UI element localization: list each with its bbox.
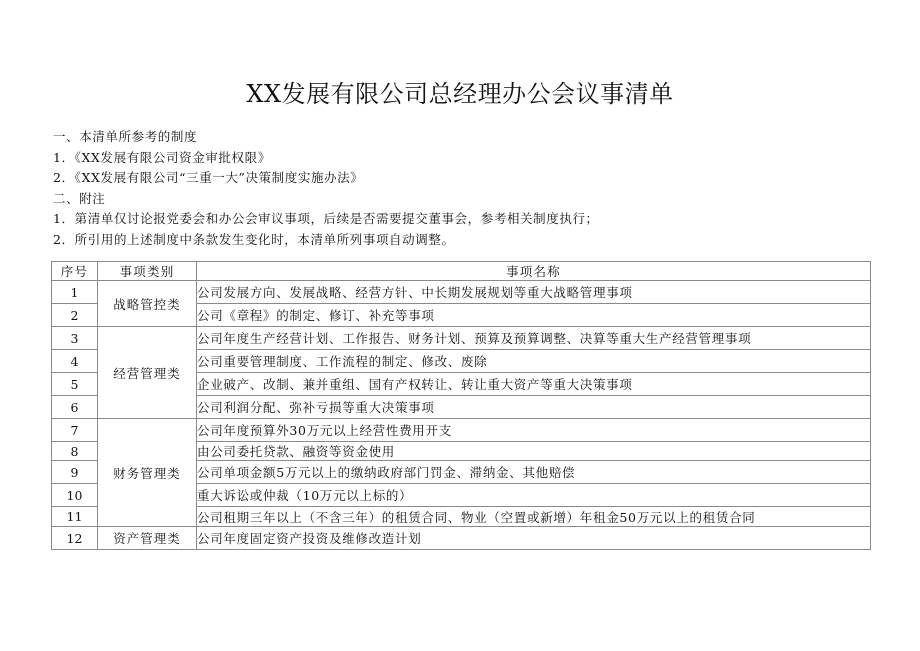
row-seq: 7 — [52, 419, 98, 442]
table-row — [52, 527, 871, 550]
notes-section — [53, 127, 893, 251]
table-row — [52, 419, 871, 442]
row-seq: 12 — [52, 527, 98, 550]
note-reference-1: 1．《XX发展有限公司资金审批权限》 — [53, 149, 271, 165]
row-seq: 3 — [52, 327, 98, 350]
category-cell: 财务管理类 — [98, 419, 197, 527]
row-seq: 5 — [52, 373, 98, 396]
row-name: 公司单项金额5万元以上的缴纳政府部门罚金、滞纳金、其他赔偿 — [197, 461, 871, 484]
row-name: 公司重要管理制度、工作流程的制定、修改、废除 — [197, 350, 871, 373]
note-heading-references: 一、本清单所参考的制度 — [53, 129, 198, 144]
note-heading-remarks: 二、附注 — [53, 190, 106, 206]
row-name: 由公司委托贷款、融资等资金使用 — [197, 442, 871, 461]
row-seq: 2 — [52, 304, 98, 327]
header-category: 事项类别 — [98, 262, 197, 281]
row-name: 公司年度生产经营计划、工作报告、财务计划、预算及预算调整、决算等重大生产经营管理事项 — [197, 327, 871, 350]
category-cell: 资产管理类 — [98, 527, 197, 550]
table-row — [52, 327, 871, 350]
category-cell: 经营管理类 — [98, 327, 197, 419]
category-cell: 战略管控类 — [98, 281, 197, 327]
row-name: 重大诉讼或仲裁（10万元以上标的） — [197, 484, 871, 507]
row-seq: 8 — [52, 442, 98, 461]
row-seq: 4 — [52, 350, 98, 373]
document-title: XX发展有限公司总经理办公会议事清单 — [246, 80, 674, 108]
row-seq: 10 — [52, 484, 98, 507]
table-header-row — [52, 262, 871, 281]
header-name: 事项名称 — [197, 262, 871, 281]
note-remark-1: 1．第清单仅讨论报党委会和办公会审议事项，后续是否需要提交董事会，参考相关制度执行； — [53, 211, 599, 227]
row-seq: 9 — [52, 461, 98, 484]
note-reference-2: 2．《XX发展有限公司“三重一大”决策制度实施办法》 — [53, 170, 364, 186]
row-name: 公司发展方向、发展战略、经营方针、中长期发展规划等重大战略管理事项 — [197, 281, 871, 304]
row-name: 公司《章程》的制定、修订、补充等事项 — [197, 304, 871, 327]
table-row — [52, 281, 871, 304]
row-name: 企业破产、改制、兼并重组、国有产权转让、转让重大资产等重大决策事项 — [197, 373, 871, 396]
row-seq: 11 — [52, 507, 98, 527]
header-seq: 序号 — [52, 262, 98, 281]
row-name: 公司年度预算外30万元以上经营性费用开支 — [197, 419, 871, 442]
row-name: 公司租期三年以上（不含三年）的租赁合同、物业（空置或新增）年租金50万元以上的租赁合同 — [197, 507, 871, 527]
items-table — [51, 261, 871, 550]
row-name: 公司年度固定资产投资及维修改造计划 — [197, 527, 871, 550]
row-name: 公司利润分配、弥补亏损等重大决策事项 — [197, 396, 871, 419]
row-seq: 6 — [52, 396, 98, 419]
row-seq: 1 — [52, 281, 98, 304]
note-remark-2: 2．所引用的上述制度中条款发生变化时，本清单所列事项自动调整。 — [53, 231, 455, 247]
